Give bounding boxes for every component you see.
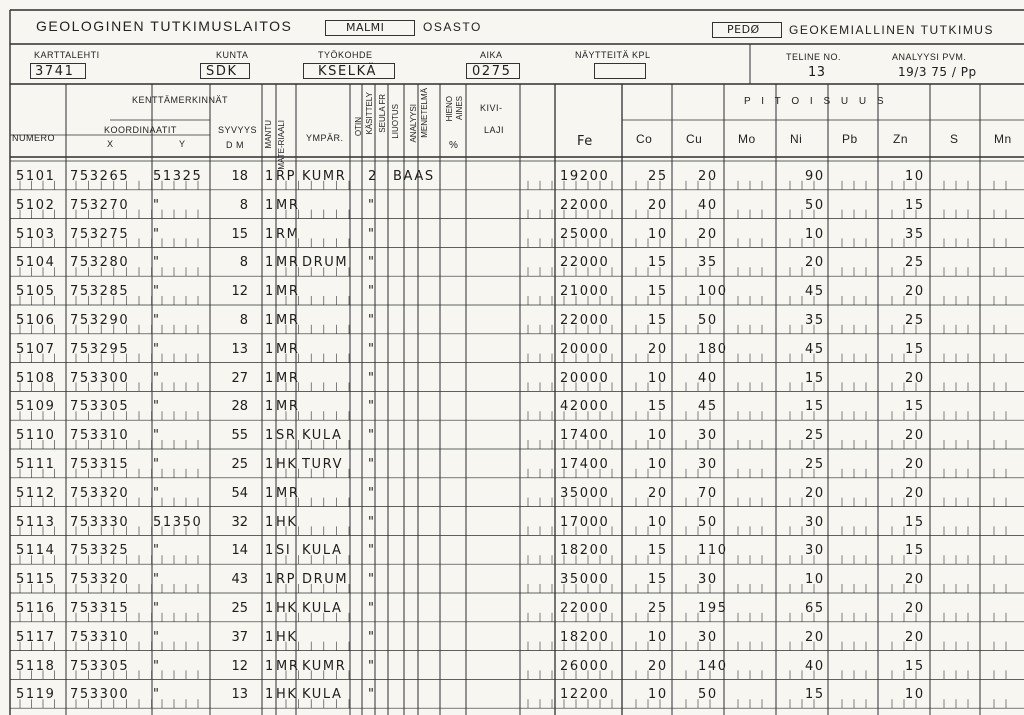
- row-syvyys: 32: [231, 514, 248, 530]
- row-otin: ": [368, 255, 374, 271]
- row-y: 51325: [153, 169, 203, 184]
- row-cu: 30: [698, 457, 718, 472]
- row-numero: 5110: [16, 428, 56, 444]
- row-co: 25: [648, 169, 668, 184]
- s-header: S: [950, 132, 959, 146]
- row-syvyys: 13: [231, 341, 248, 357]
- row-co: 15: [648, 572, 668, 588]
- row-x: 753330: [70, 514, 130, 530]
- row-co: 10: [648, 457, 668, 472]
- laji-header: LAJI: [484, 125, 505, 135]
- row-fe: 22000: [560, 255, 610, 271]
- row-x: 753300: [70, 370, 130, 386]
- row-x: 753305: [70, 658, 130, 674]
- row-zn: 20: [905, 284, 925, 300]
- row-mantu: 1: [265, 197, 274, 213]
- row-cu: 35: [698, 255, 718, 271]
- row-materiaali: MR: [276, 313, 300, 328]
- row-otin: ": [368, 601, 374, 616]
- syvyys-header: SYVYYS: [218, 125, 258, 135]
- row-ympar: KULA: [302, 601, 343, 616]
- row-co: 10: [648, 514, 668, 530]
- row-co: 10: [648, 226, 668, 242]
- row-syvyys: 18: [231, 169, 248, 184]
- row-co: 20: [648, 658, 668, 674]
- row-x: 753265: [70, 169, 130, 184]
- kunta-value: SDK: [206, 64, 238, 79]
- row-fe: 19200: [560, 169, 610, 184]
- row-fe: 26000: [560, 658, 610, 674]
- row-syvyys: 8: [239, 255, 248, 271]
- row-y: ": [153, 601, 161, 616]
- tyokohde-label: TYÖKOHDE: [318, 50, 373, 60]
- department-label: OSASTO: [423, 20, 482, 34]
- row-zn: 20: [905, 370, 925, 386]
- row-materiaali: HK: [276, 457, 298, 472]
- analyysi-method-header: ANALYYSI: [409, 104, 418, 143]
- row-y: ": [153, 543, 161, 559]
- row-materiaali: HK: [276, 629, 298, 645]
- row-mantu: 1: [265, 687, 274, 703]
- row-numero: 5115: [16, 572, 56, 588]
- row-mantu: 1: [265, 341, 274, 357]
- row-ympar: KULA: [302, 428, 343, 444]
- aika-label: AIKA: [480, 50, 503, 60]
- row-otin: ": [368, 428, 374, 444]
- aines-header: AINES: [455, 96, 464, 121]
- row-syvyys: 28: [231, 399, 248, 415]
- row-mantu: 1: [265, 629, 274, 645]
- row-x: 753300: [70, 687, 130, 703]
- row-mantu: 1: [265, 514, 274, 530]
- analyysi-label: ANALYYSI PVM.: [892, 52, 967, 62]
- department-value: MALMI: [346, 21, 385, 34]
- row-fe: 21000: [560, 284, 610, 300]
- row-zn: 20: [905, 572, 925, 588]
- row-zn: 15: [905, 197, 925, 213]
- row-mantu: 1: [265, 572, 274, 588]
- row-otin: ": [368, 341, 374, 357]
- seula-header: SEULA FR: [378, 94, 387, 133]
- hieno-header: HIENO: [445, 96, 454, 122]
- row-mantu: 1: [265, 284, 274, 300]
- study-value: PEDØ: [727, 23, 760, 36]
- analyysi-value: 19/3 75 / Pp: [898, 65, 977, 79]
- row-x: 753280: [70, 255, 130, 271]
- zn-header: Zn: [893, 132, 909, 146]
- row-cu: 20: [698, 226, 718, 242]
- row-zn: 20: [905, 485, 925, 501]
- row-y: ": [153, 313, 161, 328]
- row-y: 51350: [153, 514, 203, 530]
- row-y: ": [153, 197, 161, 213]
- row-zn: 10: [905, 169, 925, 184]
- row-syvyys: 8: [239, 313, 248, 328]
- row-otin: ": [368, 226, 374, 242]
- row-cu: 70: [698, 485, 718, 501]
- row-fe: 22000: [560, 197, 610, 213]
- row-syvyys: 15: [231, 226, 248, 242]
- y-header: Y: [179, 139, 186, 149]
- row-materiaali: MR: [276, 255, 300, 271]
- row-syvyys: 43: [231, 572, 248, 588]
- row-ni: 30: [805, 514, 825, 530]
- row-ympar: KUMR: [302, 658, 347, 674]
- row-cu: 50: [698, 514, 718, 530]
- row-numero: 5102: [16, 197, 56, 213]
- row-ni: 25: [805, 457, 825, 472]
- row-numero: 5103: [16, 226, 56, 242]
- numero-header: NUMERO: [12, 133, 55, 143]
- co-header: Co: [636, 132, 653, 146]
- institute-name: GEOLOGINEN TUTKIMUSLAITOS: [36, 18, 293, 34]
- row-ni: 25: [805, 428, 825, 444]
- row-otin: ": [368, 514, 374, 530]
- row-zn: 20: [905, 601, 925, 616]
- row-ni: 10: [805, 572, 825, 588]
- row-co: 20: [648, 341, 668, 357]
- row-numero: 5101: [16, 169, 56, 184]
- row-x: 753325: [70, 543, 130, 559]
- row-ni: 40: [805, 658, 825, 674]
- row-ympar: KULA: [302, 543, 343, 559]
- row-co: 10: [648, 428, 668, 444]
- row-x: 753275: [70, 226, 130, 242]
- otin-header: OTIN: [354, 117, 363, 137]
- row-zn: 15: [905, 399, 925, 415]
- row-syvyys: 14: [231, 543, 248, 559]
- row-mantu: 1: [265, 313, 274, 328]
- row-syvyys: 27: [231, 370, 248, 386]
- cu-header: Cu: [686, 132, 703, 146]
- row-co: 25: [648, 601, 668, 616]
- row-ni: 50: [805, 197, 825, 213]
- aika-value: 0275: [472, 64, 512, 79]
- row-y: ": [153, 226, 161, 242]
- row-y: ": [153, 255, 161, 271]
- row-fe: 22000: [560, 601, 610, 616]
- row-mantu: 1: [265, 399, 274, 415]
- kivi-header: KIVI-: [480, 103, 503, 113]
- nayte-label: NÄYTTEITÄ KPL: [575, 50, 651, 60]
- mn-header: Mn: [994, 132, 1012, 146]
- row-y: ": [153, 457, 161, 472]
- row-materiaali: HK: [276, 514, 298, 530]
- row-y: ": [153, 428, 161, 444]
- tyokohde-box: [303, 63, 395, 79]
- row-mantu: 1: [265, 485, 274, 501]
- row-ni: 65: [805, 601, 825, 616]
- row-numero: 5108: [16, 370, 56, 386]
- row-cu: 30: [698, 428, 718, 444]
- row-x: 753310: [70, 428, 130, 444]
- row-numero: 5107: [16, 341, 56, 357]
- row-fe: 20000: [560, 370, 610, 386]
- row-otin: ": [368, 572, 374, 588]
- row-ni: 90: [805, 169, 825, 184]
- kunta-box: [200, 63, 250, 79]
- row-otin: ": [368, 370, 374, 386]
- row-numero: 5114: [16, 543, 56, 559]
- row-ympar: DRUM: [302, 255, 349, 271]
- row-materiaali: MR: [276, 399, 300, 415]
- row-x: 753270: [70, 197, 130, 213]
- tyokohde-value: KSELKÄ: [318, 64, 378, 79]
- row-x: 753320: [70, 572, 130, 588]
- row-y: ": [153, 399, 161, 415]
- mo-header: Mo: [738, 132, 756, 146]
- row-y: ": [153, 629, 161, 645]
- ni-header: Ni: [790, 132, 803, 146]
- row-ympar: DRUM: [302, 572, 349, 588]
- row-zn: 20: [905, 629, 925, 645]
- row-co: 20: [648, 197, 668, 213]
- row-materiaali: RM: [276, 226, 300, 242]
- study-label: GEOKEMIALLINEN TUTKIMUS: [789, 23, 994, 37]
- pitoisuus-header: P I T O I S U U S: [744, 96, 888, 107]
- row-numero: 5116: [16, 601, 56, 616]
- kunta-label: KUNTA: [216, 50, 249, 60]
- row-ni: 45: [805, 284, 825, 300]
- row-cu: 30: [698, 572, 718, 588]
- row-cu: 45: [698, 399, 718, 415]
- row-fe: 17400: [560, 457, 610, 472]
- row-ni: 20: [805, 629, 825, 645]
- row-cu: 40: [698, 370, 718, 386]
- row-zn: 10: [905, 687, 925, 703]
- row-cu: 50: [698, 687, 718, 703]
- row-materiaali: MR: [276, 341, 300, 357]
- row-zn: 15: [905, 543, 925, 559]
- row-co: 10: [648, 629, 668, 645]
- row-x: 753315: [70, 601, 130, 616]
- row-numero: 5113: [16, 514, 56, 530]
- row-fe: 22000: [560, 313, 610, 328]
- row-fe: 12200: [560, 687, 610, 703]
- row-ni: 15: [805, 399, 825, 415]
- row-fe: 25000: [560, 226, 610, 242]
- row-x: 753320: [70, 485, 130, 501]
- row-ni: 30: [805, 543, 825, 559]
- row-fe: 17400: [560, 428, 610, 444]
- nayte-box: [594, 63, 646, 79]
- row-materiaali: MR: [276, 485, 300, 501]
- karttalehti-value: 3741: [35, 64, 75, 79]
- row-kasittely: BAAS: [393, 169, 435, 184]
- row-numero: 5119: [16, 687, 56, 703]
- row-x: 753295: [70, 341, 130, 357]
- row-cu: 20: [698, 169, 718, 184]
- row-syvyys: 55: [231, 428, 248, 444]
- row-cu: 180: [698, 341, 728, 357]
- teline-value: 13: [808, 65, 826, 80]
- liuotus-header: LIUOTUS: [391, 104, 400, 139]
- row-cu: 40: [698, 197, 718, 213]
- row-materiaali: MR: [276, 284, 300, 300]
- row-fe: 20000: [560, 341, 610, 357]
- row-otin: ": [368, 313, 374, 328]
- row-co: 15: [648, 284, 668, 300]
- fe-header: Fe: [577, 134, 593, 149]
- row-ni: 20: [805, 485, 825, 501]
- row-numero: 5105: [16, 284, 56, 300]
- row-materiaali: HK: [276, 601, 298, 616]
- row-fe: 35000: [560, 572, 610, 588]
- row-numero: 5109: [16, 399, 56, 415]
- row-fe: 35000: [560, 485, 610, 501]
- row-zn: 15: [905, 341, 925, 357]
- row-x: 753290: [70, 313, 130, 328]
- row-mantu: 1: [265, 543, 274, 559]
- row-co: 15: [648, 255, 668, 271]
- row-y: ": [153, 370, 161, 386]
- aika-box: [466, 63, 520, 79]
- ympar-header: YMPÄR.: [306, 133, 344, 143]
- row-otin: ": [368, 543, 374, 559]
- row-materiaali: RP: [276, 572, 297, 588]
- row-cu: 30: [698, 629, 718, 645]
- row-cu: 110: [698, 543, 728, 559]
- row-numero: 5118: [16, 658, 56, 674]
- row-numero: 5111: [16, 457, 56, 472]
- row-ni: 35: [805, 313, 825, 328]
- row-materiaali: MR: [276, 658, 300, 674]
- row-syvyys: 54: [231, 485, 248, 501]
- row-syvyys: 25: [231, 601, 248, 616]
- row-mantu: 1: [265, 428, 274, 444]
- row-x: 753310: [70, 629, 130, 645]
- row-zn: 15: [905, 658, 925, 674]
- row-y: ": [153, 687, 161, 703]
- row-numero: 5106: [16, 313, 56, 328]
- row-materiaali: RP: [276, 169, 297, 184]
- row-cu: 195: [698, 601, 728, 616]
- row-numero: 5117: [16, 629, 56, 645]
- row-x: 753285: [70, 284, 130, 300]
- row-ni: 15: [805, 370, 825, 386]
- row-otin: ": [368, 284, 374, 300]
- x-header: X: [107, 139, 114, 149]
- row-co: 10: [648, 687, 668, 703]
- row-otin: ": [368, 197, 374, 213]
- row-otin: 2: [368, 169, 377, 184]
- karttalehti-label: KARTTALEHTI: [34, 50, 100, 60]
- row-mantu: 1: [265, 658, 274, 674]
- row-mantu: 1: [265, 601, 274, 616]
- row-ni: 15: [805, 687, 825, 703]
- row-zn: 25: [905, 255, 925, 271]
- menetelma-header: MENETELMÄ: [420, 88, 429, 138]
- row-materiaali: SR: [276, 428, 297, 444]
- row-zn: 25: [905, 313, 925, 328]
- row-co: 10: [648, 370, 668, 386]
- row-zn: 20: [905, 428, 925, 444]
- karttalehti-box: [30, 63, 86, 79]
- row-x: 753315: [70, 457, 130, 472]
- row-ni: 20: [805, 255, 825, 271]
- row-syvyys: 25: [231, 457, 248, 472]
- kenttamerkinnat-header: KENTTÄMERKINNÄT: [132, 95, 229, 105]
- row-co: 15: [648, 399, 668, 415]
- row-otin: ": [368, 399, 374, 415]
- row-cu: 140: [698, 658, 728, 674]
- row-co: 15: [648, 313, 668, 328]
- row-mantu: 1: [265, 169, 274, 184]
- row-otin: ": [368, 629, 374, 645]
- row-numero: 5112: [16, 485, 56, 501]
- row-y: ": [153, 341, 161, 357]
- teline-label: TELINE NO.: [786, 52, 842, 62]
- row-fe: 18200: [560, 629, 610, 645]
- row-mantu: 1: [265, 457, 274, 472]
- row-otin: ": [368, 687, 374, 703]
- row-co: 20: [648, 485, 668, 501]
- row-ni: 10: [805, 226, 825, 242]
- row-ympar: TURV: [302, 457, 344, 472]
- dm-header: D M: [226, 140, 244, 150]
- row-zn: 35: [905, 226, 925, 242]
- row-syvyys: 13: [231, 687, 248, 703]
- row-y: ": [153, 658, 161, 674]
- row-y: ": [153, 284, 161, 300]
- row-otin: ": [368, 658, 374, 674]
- row-ympar: KULA: [302, 687, 343, 703]
- row-cu: 50: [698, 313, 718, 328]
- row-ni: 45: [805, 341, 825, 357]
- row-y: ": [153, 485, 161, 501]
- row-otin: ": [368, 457, 374, 472]
- row-co: 15: [648, 543, 668, 559]
- row-fe: 18200: [560, 543, 610, 559]
- materiaali-header: MATE-RIAALI: [277, 120, 286, 170]
- row-syvyys: 8: [239, 197, 248, 213]
- row-syvyys: 12: [231, 284, 248, 300]
- row-ympar: KUMR: [302, 169, 347, 184]
- row-otin: ": [368, 485, 374, 501]
- row-zn: 15: [905, 514, 925, 530]
- pb-header: Pb: [842, 132, 858, 146]
- percent-header: %: [449, 140, 459, 151]
- koordinaatit-header: KOORDINAATIT: [104, 125, 177, 135]
- row-mantu: 1: [265, 370, 274, 386]
- row-materiaali: SI: [276, 543, 292, 559]
- row-syvyys: 12: [231, 658, 248, 674]
- row-fe: 42000: [560, 399, 610, 415]
- row-y: ": [153, 572, 161, 588]
- row-syvyys: 37: [231, 629, 248, 645]
- row-materiaali: MR: [276, 197, 300, 213]
- row-mantu: 1: [265, 226, 274, 242]
- row-mantu: 1: [265, 255, 274, 271]
- row-numero: 5104: [16, 255, 56, 271]
- row-materiaali: MR: [276, 370, 300, 386]
- row-fe: 17000: [560, 514, 610, 530]
- mantu-header: MANTU: [264, 120, 273, 149]
- department-box: [325, 20, 415, 36]
- row-cu: 100: [698, 284, 728, 300]
- kasittely-header: KÄSITTELY: [365, 92, 374, 135]
- study-box: [712, 22, 782, 38]
- row-zn: 20: [905, 457, 925, 472]
- row-x: 753305: [70, 399, 130, 415]
- row-materiaali: HK: [276, 687, 298, 703]
